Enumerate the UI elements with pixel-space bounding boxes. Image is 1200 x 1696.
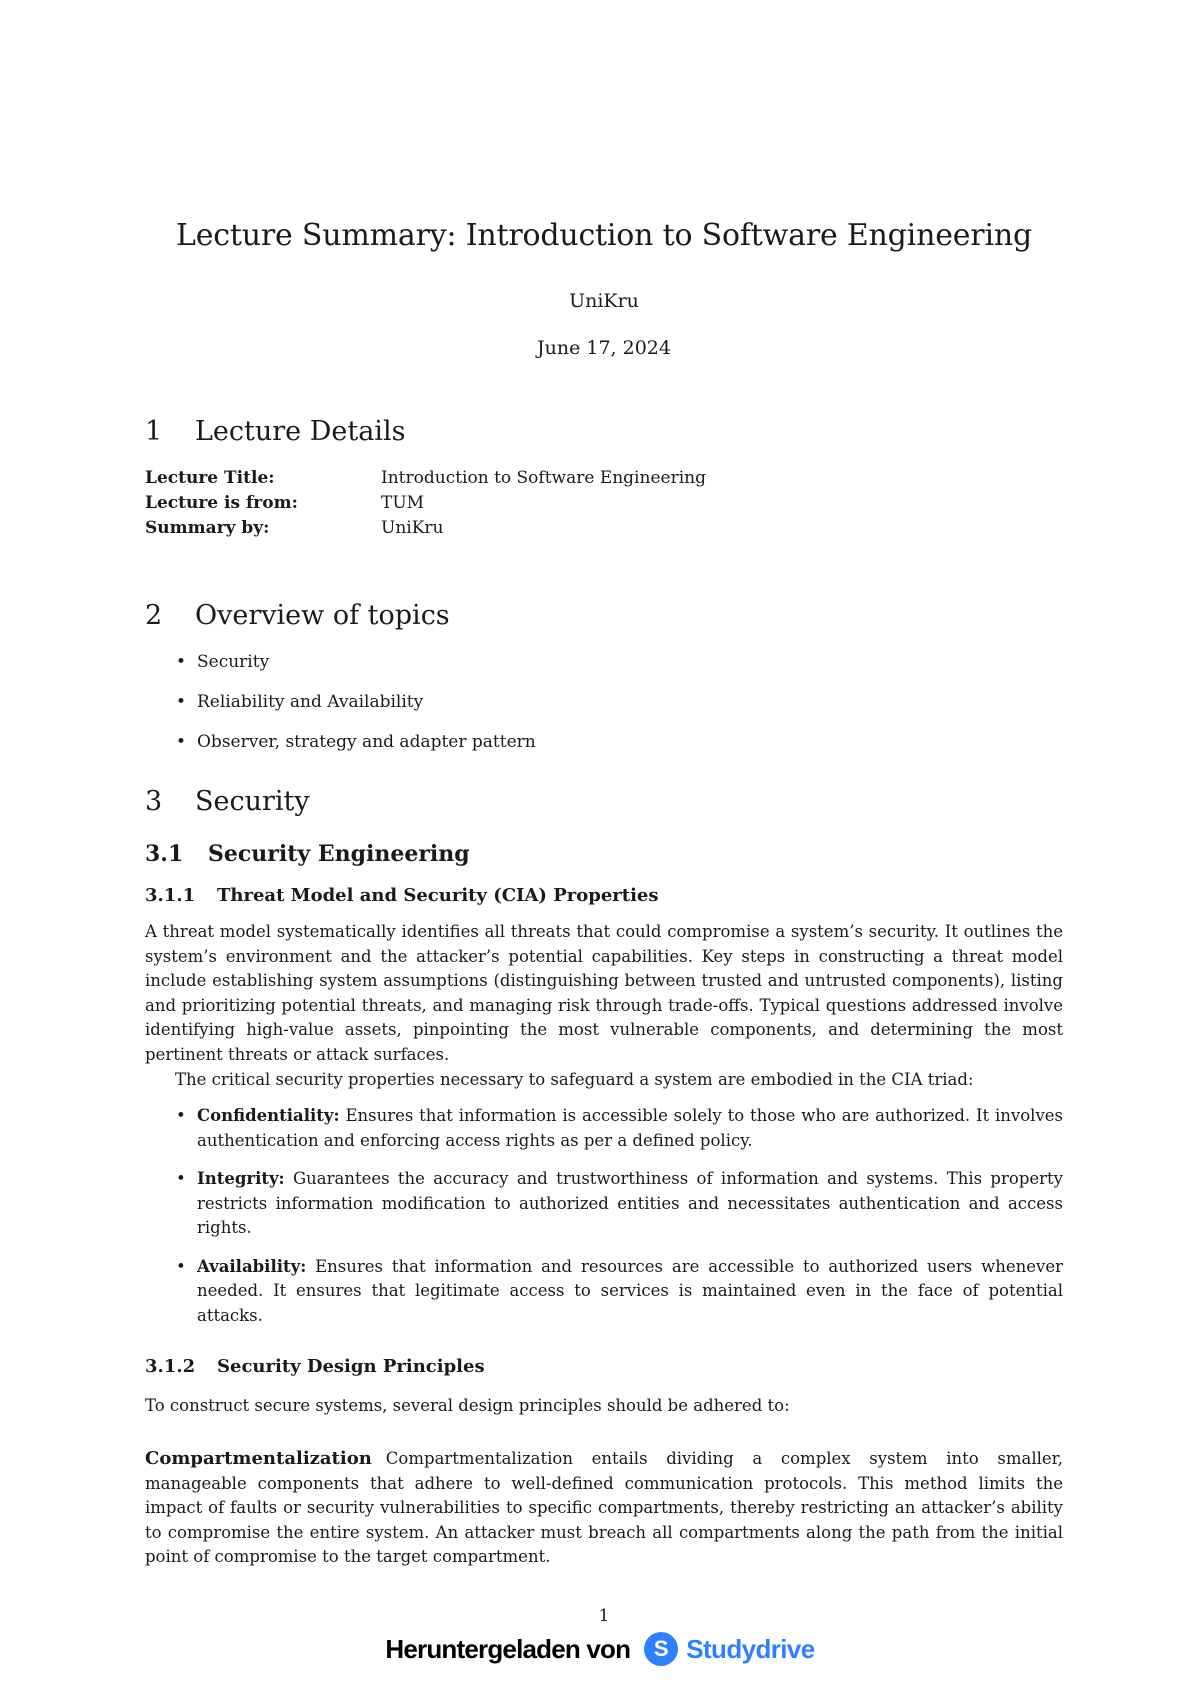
list-item-text: Observer, strategy and adapter pattern bbox=[197, 732, 536, 752]
section-title: Threat Model and Security (CIA) Properties bbox=[217, 885, 659, 906]
details-key: Summary by: bbox=[145, 518, 270, 538]
cia-term: Availability: bbox=[197, 1256, 307, 1276]
bullet-icon: • bbox=[176, 1169, 186, 1188]
section-number: 2 bbox=[145, 600, 163, 631]
document-title: Lecture Summary: Introduction to Software Engineering bbox=[176, 218, 1032, 253]
document-page bbox=[145, 0, 1063, 1696]
threat-model-paragraph: A threat model systematically identifies all threats that could compromise a system’s security. It outlines the system’s environment and the attacker’s potential capabilities. Key steps in constructing a threat model include establishing system assumptions (distinguishing between trusted and untrusted components), listing and prioritizing potential threats, and managing risk through trade-offs. Typical questions addressed involve identifying high-value assets, pinpointing the most vulnerable components, and determining the most pertinent threats or attack surfaces. bbox=[145, 922, 1063, 1064]
cia-text: Guarantees the accuracy and trustworthiness of information and systems. This property restricts information modification to authorized entities and necessitates authentication and access rights. bbox=[197, 1169, 1063, 1237]
cia-term: Confidentiality: bbox=[197, 1106, 340, 1125]
section-number: 3.1.2 bbox=[145, 1356, 196, 1377]
section-title: Security Design Principles bbox=[217, 1356, 485, 1377]
list-item bbox=[145, 651, 536, 691]
compartmentalization-paragraph bbox=[145, 1447, 1063, 1570]
section-number: 3 bbox=[145, 786, 163, 817]
section-title: Overview of topics bbox=[195, 600, 450, 631]
cia-text: Ensures that information and resources are accessible to authorized users whenever needed. It ensures that legitimate access to services is maintained even in the face of potential attacks. bbox=[197, 1256, 1064, 1325]
section-heading-3 bbox=[145, 786, 310, 817]
details-value: Introduction to Software Engineering bbox=[381, 468, 706, 488]
compartmentalization-title: Compartmentalization bbox=[145, 1448, 372, 1469]
section-number: 1 bbox=[145, 416, 163, 447]
list-item bbox=[145, 1104, 1063, 1153]
list-item bbox=[145, 691, 536, 731]
details-value: TUM bbox=[381, 493, 425, 513]
cia-intro-paragraph: The critical security properties necessary to safeguard a system are embodied in the CIA triad: bbox=[175, 1070, 974, 1089]
footer-text: Heruntergeladen von bbox=[385, 1633, 631, 1664]
subsubsection-heading-3-1-1 bbox=[145, 885, 659, 906]
details-row bbox=[145, 466, 706, 491]
details-row bbox=[145, 491, 706, 516]
studydrive-logo-name: Studydrive bbox=[686, 1633, 815, 1664]
bullet-icon: • bbox=[176, 692, 187, 712]
document-author: UniKru bbox=[569, 290, 639, 312]
section-heading-2 bbox=[145, 600, 450, 631]
cia-list bbox=[145, 1104, 1063, 1342]
list-item-text: Reliability and Availability bbox=[197, 692, 424, 712]
lecture-details-table bbox=[145, 466, 706, 541]
details-key: Lecture is from: bbox=[145, 493, 298, 513]
list-item bbox=[145, 1167, 1063, 1241]
section-title: Lecture Details bbox=[195, 416, 406, 447]
section-number: 3.1 bbox=[145, 841, 184, 867]
bullet-icon: • bbox=[176, 652, 187, 672]
studydrive-logo-icon: S bbox=[644, 1632, 678, 1666]
list-item-text: Security bbox=[197, 652, 270, 672]
details-value: UniKru bbox=[381, 518, 444, 538]
bullet-icon: • bbox=[176, 1106, 186, 1125]
subsection-heading-3-1 bbox=[145, 841, 470, 867]
cia-term: Integrity: bbox=[197, 1169, 285, 1188]
section-number: 3.1.1 bbox=[145, 885, 196, 906]
section-title: Security Engineering bbox=[208, 841, 470, 867]
bullet-icon: • bbox=[176, 732, 187, 752]
section-heading-1 bbox=[145, 416, 405, 447]
subsubsection-heading-3-1-2 bbox=[145, 1356, 485, 1377]
topics-list bbox=[145, 651, 536, 771]
cia-text: Ensures that information is accessible solely to those who are authorized. It involves authentication and enforcing access rights as per a defined policy. bbox=[197, 1106, 1063, 1150]
download-footer bbox=[0, 1624, 1200, 1674]
details-row bbox=[145, 516, 706, 541]
section-title: Security bbox=[195, 786, 310, 817]
compartmentalization-text: Compartmentalization entails dividing a complex system into smaller, manageable components that adhere to well-defined communication protocols. This method limits the impact of faults or security vulnerabilities to specific compartments, thereby restricting an attacker’s ability to compromise the entire system. An attacker must breach all compartments along the path from the initial point of compromise to the target compartment. bbox=[145, 1449, 1063, 1566]
list-item bbox=[145, 1255, 1063, 1329]
bullet-icon: • bbox=[176, 1256, 186, 1276]
design-principles-intro: To construct secure systems, several design principles should be adhered to: bbox=[145, 1396, 790, 1415]
list-item bbox=[145, 731, 536, 771]
document-date: June 17, 2024 bbox=[537, 337, 671, 359]
details-key: Lecture Title: bbox=[145, 468, 275, 488]
page-number: 1 bbox=[598, 1606, 610, 1626]
